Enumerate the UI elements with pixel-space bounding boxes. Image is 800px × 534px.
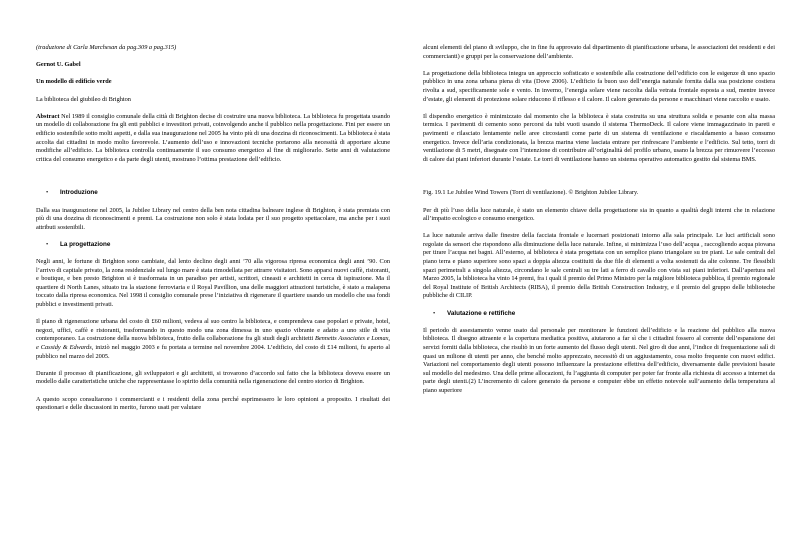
planning-paragraph-1: Negli anni, le fortune di Brighton sono cambiate, dal lento declino degli anni ’70 alla vigorosa ripresa economica degli anni ’90. Con l’arrivo di capitale privato, la zona residenziale sul lungo mare è stata rimodellata per attrarre visitatori. Sono apparsi nuovi caffè, ristoranti, e boutique, e ben presto Brighton si è trasformata in un paradiso per artisti, scrittori, cineasti e architetti in cerca di ispirazione. Ma il quartiere di North Lanes, situato tra la stazione ferroviaria e il Royal Pavillion, una delle maggiori attrazioni turistiche, è stato a malapena toccato dalla ripresa economica. Nel 1998 il consiglio comunale prese l’iniziativa di rigenerare il quartiere usando un modello che usa fondi pubblici e investimenti privati. (36, 258, 390, 309)
translation-note: (traduzione di Carla Marchesan da pag.309 a pag.315) (36, 44, 177, 51)
heading-planning (36, 241, 390, 250)
heading-intro-label: Introduzione (60, 189, 98, 197)
bullet-icon: • (46, 240, 49, 248)
planning-text-2a: Il piano di rigenerazione urbana del costo di £60 milioni, vedeva al suo centro la biblioteca, e comprendeva case popolari e private, hotel, negozi, uffici, caffè e ristoranti, trasformando in questo modo una zona dimessa in uno spazio vibrante e adatto a uno stile di vita contemporaneo. La costruzione della nuova biblioteca, frutto della collaborazione fra gli studi degli architetti (36, 318, 390, 343)
right-paragraph-5: La luce naturale arriva dalle finestre della facciata frontale e lucernari posizionati intorno alla sala principale. Le luci artificiali sono regolate da sensori che rispondono alla diminuzione della luce naturale. Infine, si minimizza l’uso dell’acqua , raccogliendo acqua piovana per tirare l’acqua nei bagni. All’esterno, al biblioteca è stata progettata con un semplice piano triangolare su tre piani. Le sale centrali del piano terra e piano superiore sono spazi a doppia altezza costituiti da due file di elementi a volta sostenuti da alte colonne. Tre flessibili spazi perimetrali a singola altezza, circondano le sale centrali su tre lati a ferro di cavallo con vista sui piani inferiori. Dall’apertura nel Marzo 2005, la biblioteca ha vinto 14 premi, fra i quali il premio del Primo Ministro per la migliore biblioteca pubblica, il premio regionale del Royal Institute of British Architects (RIBA), il premio della British Construction Industry, e il premio del gruppo delle biblioteche pubbliche di CILIP. (423, 232, 775, 300)
right-column (423, 44, 775, 396)
abstract-label: Abstract (36, 112, 60, 120)
abstract-paragraph (36, 113, 390, 165)
abstract-text: Nel 1989 il consiglio comunale della città di Brighton decise di costruire una nuova biblioteca. La biblioteca fu progettata usando un modello di collaborazione fra gli enti pubblici e investitori privati, coinvolgendo anche il pubblico nella progettazione. Fini per essere un edificio sostenibile sotto molti aspetti, e dalla sua inaugurazione nel 2005 ha vinto più di una dozzina di riconoscimenti. La biblioteca è stata accolta dai cittadini in modo molto favorevole. L’aumento dell’uso e innovazioni tecniche portarono alla necessità di apportare alcune modifiche all’edificio. La biblioteca controlla continuamente il suo consumo energetico al fine di migliorarlo. Sette anni di valutazione critica del consumo energetico e da parte degli utenti, mostrano l’ottima prestazione dell’edificio. (36, 112, 390, 163)
planning-paragraph-4: A questo scopo consultarono i commercianti e i residenti della zona perché esprimessero le loro opinioni a proposito. I risultati dei questionari e delle discussioni in merito, furono usati per valutare (36, 395, 390, 412)
article-title: Un modello di edificio verde (36, 78, 112, 86)
right-paragraph-4: Per di più l’uso della luce naturale, è stato un elemento chiave della progettazione sia in quanto a qualità degli interni che in relazione all’impatto ecologico e consumo energetico. (423, 206, 775, 223)
bullet-icon: • (433, 309, 436, 317)
author-name: Gernot U. Gabel (36, 61, 81, 69)
planning-text-2b: iniziò nel maggio 2003 e fu portata a termine nel novembre 2004. L’edificio, del costo di £14 milioni, fu aperto al pubblico nel marzo del 2005. (36, 344, 391, 360)
right-paragraph-2: La progettazione della biblioteca integra un approccio sofisticato e sostenibile alla costruzione dell’edificio con le esigenze di uno spazio pubblico in una zona urbana piena di vita (Dove 2006). L’edificio fa buon uso dell’energia naturale fornita dalla sua posizione costiera rivolta a sud, specificamente sole e vento. In inverno, l’energia solare viene raccolta dalla vetrata frontale esposta a sud, mentre invece d’estate, gli elementi di protezione solare riducono il riflesso e il calore. Il calore generato da persone e macchinari viene raccolto e usato. (423, 69, 775, 103)
bullet-icon: • (46, 189, 49, 197)
right-paragraph-1: alcuni elementi del piano di sviluppo, che in fine fu approvato dal dipartimento di pianificazione urbana, le associazioni dei residenti e dei commercianti) e gruppi per la conservazione dell’ambiente. (423, 44, 775, 60)
planning-paragraph-2 (36, 318, 390, 361)
architects-names: Bennetts Associates e Lomax, e Cassidy & Edwards, (36, 335, 390, 351)
left-column (36, 44, 390, 413)
heading-evaluation (423, 310, 775, 319)
planning-paragraph-3: Durante il processo di pianificazione, gli sviluppatori e gli architetti, si trovarono d’accordo sul fatto che la biblioteca doveva essere un modello dalle caratteristiche uniche che rappresentasse lo spirito della comunità nella rigenerazione del centro storico di Brighton. (36, 369, 390, 386)
article-subtitle: La biblioteca del giubileo di Brighton (36, 95, 131, 103)
figure-caption: Fig. 19.1 Le Jubilee Wind Towers (Torri di ventilazione). © Brighton Jubilee Library. (423, 189, 639, 197)
intro-paragraph: Dalla sua inaugurazione nel 2005, la Jubilee Library nel centro della ben nota cittadina balneare inglese di Brighton, è stata premiata con più di una dozzina di riconoscimenti e premi. La costruzione non solo è stata lodata per il suo progetto spettacolare, ma anche per i suoi attributi sostenibili. (36, 206, 390, 231)
heading-planning-label: La progettazione (60, 240, 111, 248)
right-paragraph-3: Il dispendio energetico è minimizzato dal momento che la biblioteca è stata costruita su una struttura solida e pesante con alta massa termica. I pavimenti di cemento sono percorsi da tubi vuoti usando il sistema ThermoDeck. Il calore viene immagazzinato in pareti e pavimenti e rilasciato lentamente nelle aree circostanti come parte di un sistema di ventilazione e riscaldamento a basso consumo energetico. Invece dell’aria condizionata, la brezza marina viene lasciata entrare per rinfrescare l’ambiente e l’edificio. Sul tetto, torri di ventilazione di 5 metri, disegnate con l’intenzione di contribuire all’originalità del profilo urbano, usano la brezza per rimuovere l’eccesso di calore dai piani inferiori durante l’estate. Le torri di ventilazione hanno un sistema operativo automatico gestito dal sistema BMS. (423, 112, 775, 163)
right-paragraph-6: Il periodo di assestamento venne usato dal personale per monitorare le funzioni dell’edificio e la reazione del pubblico alla nuova biblioteca. Il disegno attraente e la copertura mediatica positiva, aiutarono a far sì che i cittadini fossero al corrente dell’espansione dei servizi forniti dalla biblioteca, che risultò in un forte aumento del flusso degli utenti. Nel giro di due anni, l’indice di frequentazione salì di quasi un milione di utenti per anno, che benché molto apprezzato, necessitò di un aggiustamento, cosa molto frequente con nuovi edifici. Variazioni nel comportamento degli utenti possono influenzare la prestazione effettiva dell’edificio, diversamente dalle previsioni basate sul modello del medesimo. Una delle prime allocazioni, fu l’aggiunta di computer per poter far fronte alla richiesta di accesso a internet da parte degli utenti.(2) L’incremento di calore generato da persone e computer ebbe un effetto notevole sull’aumento della temperatura al piano superiore (423, 326, 775, 394)
heading-evaluation-label: Valutazione e rettifiche (447, 309, 516, 317)
heading-intro (36, 189, 390, 198)
